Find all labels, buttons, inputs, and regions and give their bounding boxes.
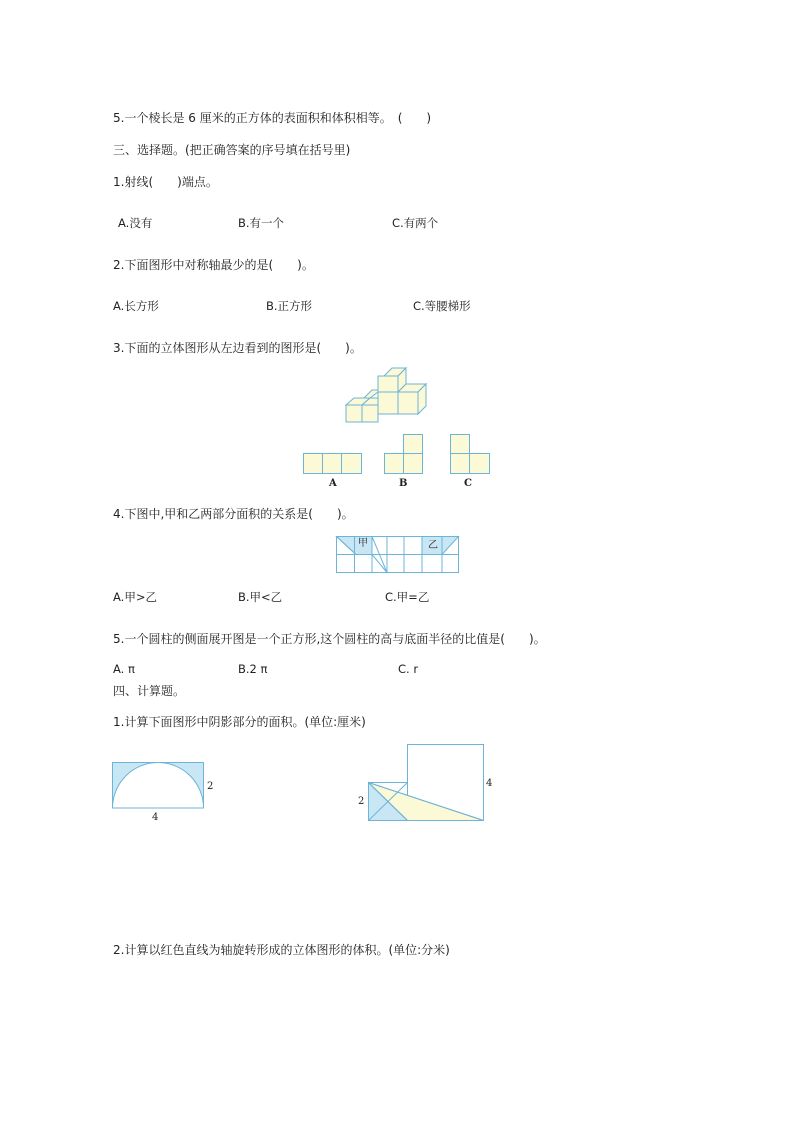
option-b-figure	[384, 434, 424, 476]
mc-3-stem: 3.下面的立体图形从左边看到的图形是( )。	[113, 341, 362, 355]
mc-4-option-a: A.甲>乙	[113, 590, 157, 604]
mc-1-stem: 1.射线( )端点。	[113, 175, 218, 189]
mc-5-stem: 5.一个圆柱的侧面展开图是一个正方形,这个圆柱的高与底面半径的比值是( )。	[113, 632, 546, 646]
mc-5-option-b: B.2 π	[238, 662, 268, 676]
yi-label: 乙	[428, 540, 438, 551]
calc-2-stem: 2.计算以红色直线为轴旋转形成的立体图形的体积。(单位:分米)	[113, 943, 450, 957]
mc-5-option-c: C. r	[398, 662, 419, 676]
option-a-figure	[303, 453, 363, 475]
mc-4-stem: 4.下图中,甲和乙两部分面积的关系是( )。	[113, 507, 354, 521]
fig2-small-label: 2	[358, 796, 365, 807]
mc-2-option-b: B.正方形	[266, 299, 313, 313]
fig1-width-label: 4	[152, 812, 159, 823]
fig1-height-label: 2	[207, 781, 214, 792]
fig2-big-label: 4	[486, 778, 493, 789]
mc-1-option-b: B.有一个	[238, 216, 285, 230]
mc-4-option-b: B.甲<乙	[238, 590, 283, 604]
cube-solid-figure	[340, 368, 430, 428]
section-3-title: 三、选择题。(把正确答案的序号填在括号里)	[113, 143, 351, 157]
mc-1-option-c: C.有两个	[392, 216, 439, 230]
calc-1-stem: 1.计算下面图形中阴影部分的面积。(单位:厘米)	[113, 715, 366, 729]
mc-2-stem: 2.下面图形中对称轴最少的是( )。	[113, 258, 314, 272]
mc-5-option-a: A. π	[113, 662, 135, 676]
option-a-label: A	[329, 478, 337, 489]
jia-label: 甲	[358, 538, 368, 549]
mc-2-option-c: C.等腰梯形	[413, 299, 471, 313]
judge-question-5: 5.一个棱长是 6 厘米的正方体的表面积和体积相等。 ( )	[113, 111, 432, 125]
grid-figure	[336, 536, 460, 574]
mc-2-option-a: A.长方形	[113, 299, 159, 313]
option-c-figure	[450, 434, 492, 476]
section-4-title: 四、计算题。	[113, 684, 186, 698]
option-b-label: B	[399, 478, 408, 489]
option-c-label: C	[464, 478, 472, 489]
semicircle-figure	[112, 762, 204, 810]
mc-4-option-c: C.甲=乙	[385, 590, 430, 604]
squares-figure	[367, 742, 487, 822]
mc-1-option-a: A.没有	[118, 216, 153, 230]
